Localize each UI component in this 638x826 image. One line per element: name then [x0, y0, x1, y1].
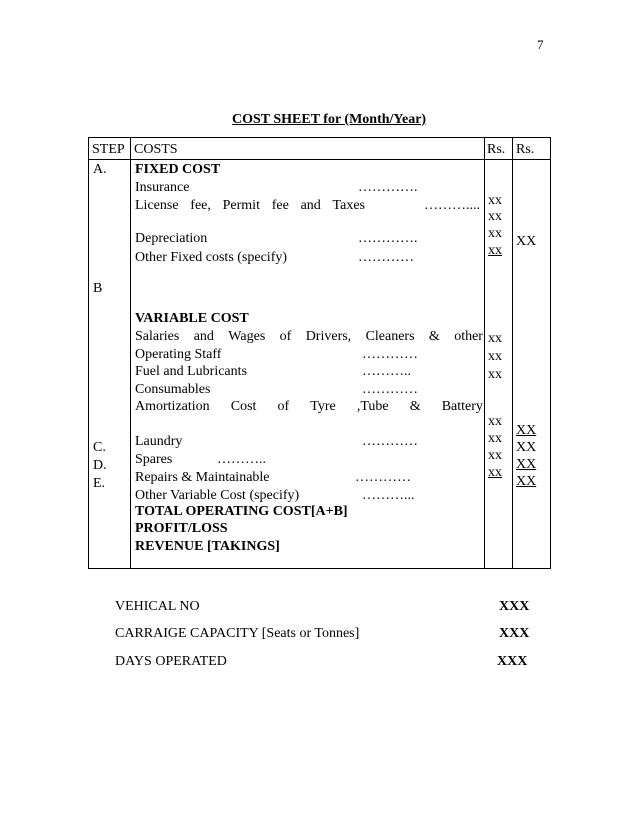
- repairs-label: Repairs & Maintainable: [135, 470, 270, 485]
- rs-total-value: XX: [516, 423, 537, 438]
- days-operated-label: DAYS OPERATED: [115, 654, 227, 669]
- consumables-label: Consumables: [135, 382, 211, 397]
- col-divider-rs: [512, 137, 513, 569]
- table-right-border: [550, 137, 551, 569]
- other-variable-label: Other Variable Cost (specify): [135, 488, 300, 503]
- laundry-dots: …………: [362, 434, 418, 449]
- rs-value: xx: [488, 465, 502, 480]
- license-dots: ………....: [424, 198, 480, 213]
- license-label: License fee, Permit fee and Taxes: [135, 198, 365, 213]
- rs-value: xx: [488, 209, 502, 224]
- header-step: STEP: [92, 142, 125, 157]
- table-top-border: [88, 137, 551, 138]
- spares-label: Spares: [135, 452, 173, 467]
- carriage-capacity-value: XXX: [499, 626, 530, 641]
- header-rs-2: Rs.: [516, 142, 535, 157]
- depreciation-label: Depreciation: [135, 231, 208, 246]
- rs-value: xx: [488, 448, 502, 463]
- rs-value: xx: [488, 367, 502, 382]
- vehicle-no-value: XXX: [499, 599, 530, 614]
- step-e: E.: [93, 476, 106, 491]
- carriage-capacity-label: CARRAIGE CAPACITY [Seats or Tonnes]: [115, 626, 360, 641]
- header-divider: [88, 159, 551, 160]
- salaries-label: Salaries and Wages of Drivers, Cleaners & other: [135, 329, 483, 344]
- rs-value: xx: [488, 331, 502, 346]
- amortization-label: Amortization Cost of Tyre ,Tube & Battery: [135, 399, 483, 414]
- rs-total-value: XX: [516, 474, 537, 489]
- laundry-label: Laundry: [135, 434, 183, 449]
- insurance-dots: ………….: [358, 180, 418, 195]
- rs-value: xx: [488, 431, 502, 446]
- rs-value: xx: [488, 414, 502, 429]
- header-costs: COSTS: [134, 142, 178, 157]
- other-fixed-label: Other Fixed costs (specify): [135, 250, 288, 265]
- consumables-dots: …………: [362, 382, 418, 397]
- other-variable-dots: ………...: [362, 488, 415, 503]
- rs-value: xx: [488, 243, 502, 258]
- spares-dots: ………..: [217, 452, 266, 467]
- step-b: B: [93, 281, 103, 296]
- fixed-cost-heading: FIXED COST: [135, 162, 221, 177]
- other-fixed-dots: …………: [358, 250, 414, 265]
- page-title: COST SHEET for (Month/Year): [232, 112, 427, 127]
- operating-staff-label: Operating Staff: [135, 347, 222, 362]
- col-divider-step: [130, 137, 131, 569]
- header-rs-1: Rs.: [487, 142, 506, 157]
- insurance-label: Insurance: [135, 180, 190, 195]
- depreciation-dots: ………….: [358, 231, 418, 246]
- rs-total-value: XX: [516, 440, 537, 455]
- days-operated-value: XXX: [497, 654, 528, 669]
- profit-loss-label: PROFIT/LOSS: [135, 521, 228, 536]
- step-a: A.: [93, 162, 107, 177]
- rs-total-value: XX: [516, 457, 537, 472]
- table-bottom-border: [88, 568, 551, 569]
- rs-total-value: XX: [516, 234, 537, 249]
- step-d: D.: [93, 458, 107, 473]
- col-divider-costs: [484, 137, 485, 569]
- page-number: 7: [537, 37, 544, 52]
- total-operating-cost-label: TOTAL OPERATING COST[A+B]: [135, 504, 348, 519]
- variable-cost-heading: VARIABLE COST: [135, 311, 249, 326]
- rs-value: xx: [488, 193, 502, 208]
- revenue-label: REVENUE [TAKINGS]: [135, 539, 280, 554]
- step-c: C.: [93, 440, 106, 455]
- repairs-dots: …………: [355, 470, 411, 485]
- operating-staff-dots: …………: [362, 347, 418, 362]
- rs-value: xx: [488, 349, 502, 364]
- table-left-border: [88, 137, 89, 569]
- rs-value: xx: [488, 226, 502, 241]
- fuel-label: Fuel and Lubricants: [135, 364, 247, 379]
- vehicle-no-label: VEHICAL NO: [115, 599, 200, 614]
- fuel-dots: ………..: [362, 364, 411, 379]
